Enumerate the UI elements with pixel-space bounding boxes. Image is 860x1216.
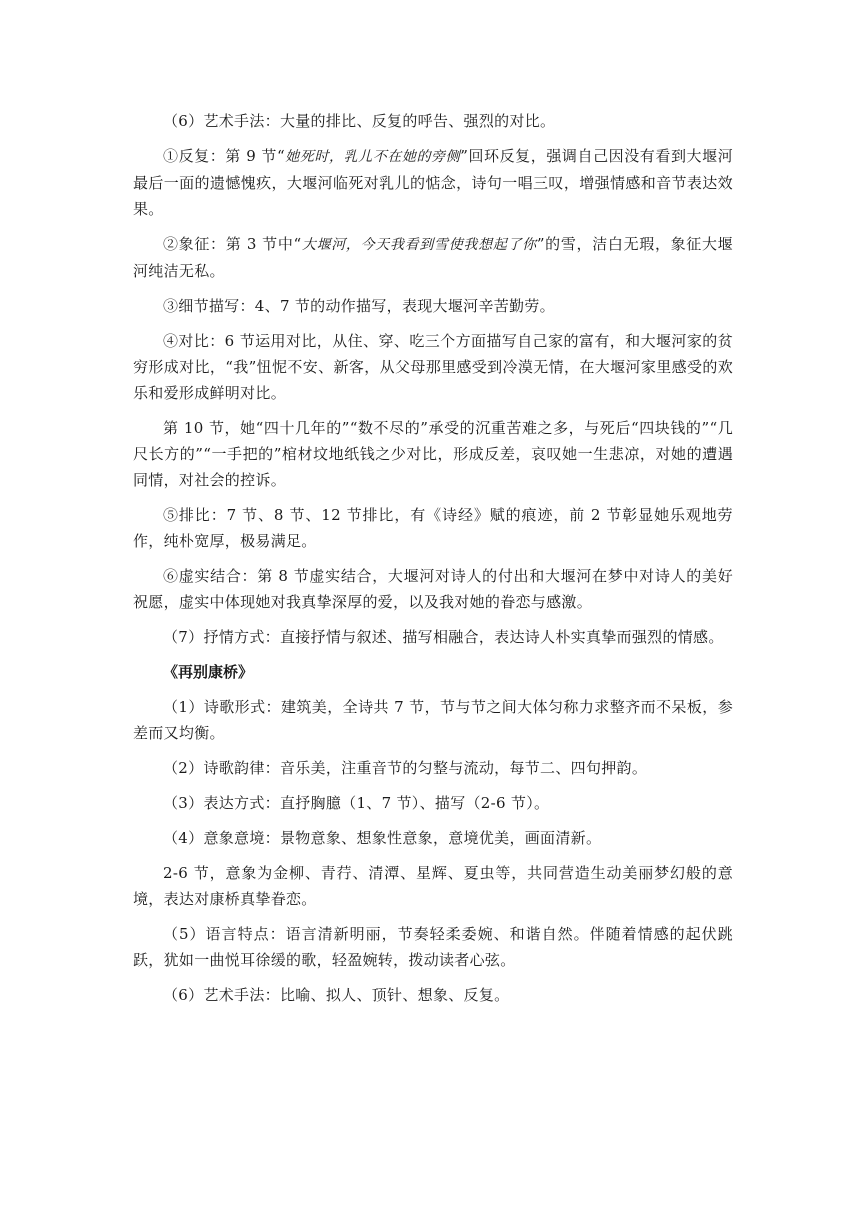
document-page — [133, 108, 733, 1017]
paragraph-imagery: （4）意象意境：景物意象、想象性意象，意境优美，画面清新。 — [163, 829, 602, 847]
symbolism-quote: 大堰河，今天我看到雪使我想起了你 — [301, 237, 537, 253]
paragraph-art-technique: （6）艺术手法：比喻、拟人、顶针、想象、反复。 — [163, 986, 510, 1004]
paragraph-language: （5）语言特点：语言清新明丽，节奏轻柔委婉、和谐自然。伴随着情感的起伏跳跃，犹如一曲悦耳徐缓的歌，轻盈婉转，拨动读者心弦。 — [133, 925, 733, 969]
section-heading: 《再别康桥》 — [163, 663, 254, 681]
paragraph-parallelism: ⑤排比：7 节、8 节、12 节排比，有《诗经》赋的痕迹，前 2 节彰显她乐观地劳作，纯朴宽厚，极易满足。 — [133, 506, 733, 550]
symbolism-post: ”的雪，洁白无瑕，象征大堰河纯洁无私。 — [133, 235, 733, 280]
paragraph-section-10: 第 10 节，她“四十几年的”“数不尽的”承受的沉重苦难之多，与死后“四块钱的”“几尺长方的”“一手把的”棺材坟地纸钱之少对比，形成反差，哀叹她一生悲凉，对她的遭遇同情，对社会的控诉。 — [133, 419, 733, 489]
paragraph-virtual-real: ⑥虚实结合：第 8 节虚实结合，大堰河对诗人的付出和大堰河在梦中对诗人的美好祝愿，虚实中体现她对我真挚深厚的爱，以及我对她的眷恋与感激。 — [133, 567, 733, 611]
paragraph-form: （1）诗歌形式：建筑美，全诗共 7 节，节与节之间大体匀称力求整齐而不呆板，参差而又均衡。 — [133, 698, 733, 742]
repetition-post: ”回环反复，强调自己因没有看到大堰河最后一面的遗憾愧疚，大堰河临死对乳儿的惦念，诗句一唱三叹，增强情感和音节表达效果。 — [133, 147, 733, 218]
paragraph-repetition — [133, 143, 733, 222]
paragraph-rhyme: （2）诗歌韵律：音乐美，注重音节的匀整与流动，每节二、四句押韵。 — [163, 759, 648, 777]
repetition-pre: ①反复：第 9 节“ — [163, 147, 285, 165]
paragraph-symbolism — [133, 231, 733, 284]
paragraph-contrast: ④对比：6 节运用对比，从住、穿、吃三个方面描写自己家的富有，和大堰河家的贫穷形成对比，“我”忸怩不安、新客，从父母那里感受到冷漠无情，在大堰河家里感受的欢乐和爱形成鲜明对比。 — [133, 332, 733, 402]
repetition-quote: 她死时，乳儿不在她的旁侧 — [284, 149, 461, 165]
symbolism-pre: ②象征：第 3 节中“ — [163, 235, 302, 253]
paragraph-art-technique-6: （6）艺术手法：大量的排比、反复的呼告、强烈的对比。 — [163, 112, 556, 130]
paragraph-detail: ③细节描写：4、7 节的动作描写，表现大堰河辛苦勤劳。 — [163, 297, 555, 315]
paragraph-expression: （3）表达方式：直抒胸臆（1、7 节）、描写（2-6 节）。 — [163, 794, 550, 812]
paragraph-lyric-method: （7）抒情方式：直接抒情与叙述、描写相融合，表达诗人朴实真挚而强烈的情感。 — [163, 628, 724, 646]
paragraph-imagery-detail: 2-6 节，意象为金柳、青荇、清潭、星辉、夏虫等，共同营造生动美丽梦幻般的意境，表达对康桥真挚眷恋。 — [133, 864, 733, 908]
